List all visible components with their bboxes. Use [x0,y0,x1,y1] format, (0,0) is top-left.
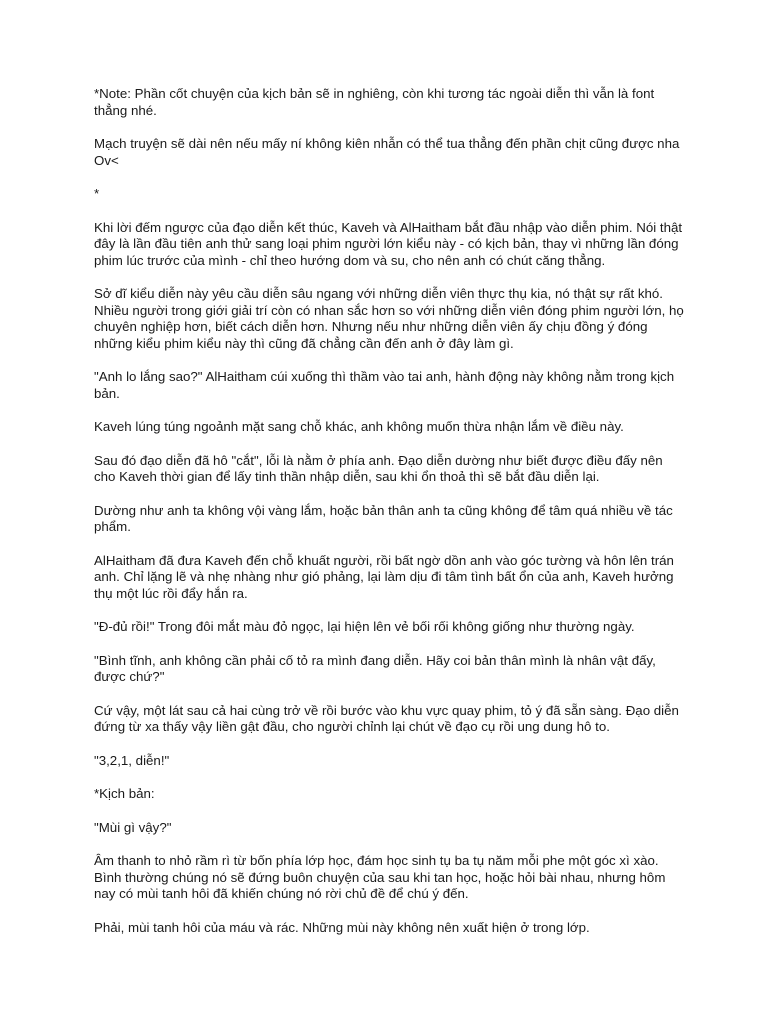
paragraph: "Anh lo lắng sao?" AlHaitham cúi xuống thì thầm vào tai anh, hành động này không nằm trong kịch bản. [94,369,675,401]
paragraph: Âm thanh to nhỏ rầm rì từ bốn phía lớp học, đám học sinh tụ ba tụ năm mỗi phe một góc xì xào. Bình thường chúng nó sẽ đứng buôn chuyện của sau khi tan học, hoặc hỏi bài nhau, nhưng hôm nay có mùi tanh hôi đã khiến chúng nó rời chủ đề để chú ý đến. [94,853,666,901]
paragraph: Phải, mùi tanh hôi của máu và rác. Những mùi này không nên xuất hiện ở trong lớp. [94,919,590,935]
paragraph: "Mùi gì vậy?" [94,819,172,835]
paragraph-separator: * [94,186,100,201]
paragraph: Sở dĩ kiểu diễn này yêu cầu diễn sâu ngang với những diễn viên thực thụ kia, nó thật sự rất khó. Nhiều người trong giới giải trí còn có nhan sắc hơn so với những diễn viên đóng phim người lớn, họ chuyên nghiệp hơn, biết cách diễn hơn. Nhưng nếu như những diễn viên ấy chịu đồng ý đóng những kiểu phim kiểu này thì cũng đã chẳng cần đến anh ở đây làm gì. [94,286,684,351]
document-page [94,86,686,953]
paragraph-script-heading: *Kịch bản: [94,786,155,801]
paragraph: AlHaitham đã đưa Kaveh đến chỗ khuất người, rồi bất ngờ dồn anh vào góc tường và hôn lên trán anh. Chỉ lặng lẽ và nhẹ nhàng như gió phảng, lại làm dịu đi tâm tình bất ổn của anh, Kaveh hưởng thụ một lúc rồi đẩy hắn ra. [94,552,674,601]
paragraph-author-remark: Mạch truyện sẽ dài nên nếu mấy ní không kiên nhẫn có thể tua thẳng đến phần chịt cũng được nha Ov< [94,136,680,168]
paragraph: Khi lời đếm ngược của đạo diễn kết thúc, Kaveh và AlHaitham bắt đầu nhập vào diễn phim. Nói thật đây là lần đầu tiên anh thử sang loại phim người lớn kiểu này - có kịch bản, thay vì những lần đóng phim lúc trước của mình - chỉ theo hướng dom và su, cho nên anh có chút căng thẳng. [94,219,683,268]
paragraph: Kaveh lúng túng ngoảnh mặt sang chỗ khác, anh không muốn thừa nhận lắm về điều này. [94,419,624,434]
paragraph: Sau đó đạo diễn đã hô "cắt", lỗi là nằm ở phía anh. Đạo diễn dường như biết được điều đấy nên cho Kaveh thời gian để lấy tinh thần nhập diễn, sau khi ổn thoả thì sẽ bắt đầu diễn lại. [94,452,663,484]
paragraph: "Bình tĩnh, anh không cần phải cố tỏ ra mình đang diễn. Hãy coi bản thân mình là nhân vật đấy, được chứ?" [94,652,656,684]
paragraph: Dường như anh ta không vội vàng lắm, hoặc bản thân anh ta cũng không để tâm quá nhiều về tác phẩm. [94,502,673,534]
paragraph-note: *Note: Phần cốt chuyện của kịch bản sẽ in nghiêng, còn khi tương tác ngoài diễn thì vẫn là font thẳng nhé. [94,86,655,118]
paragraph: "Đ-đủ rồi!" Trong đôi mắt màu đỏ ngọc, lại hiện lên vẻ bối rối không giống như thường ngày. [94,619,635,634]
paragraph: Cứ vậy, một lát sau cả hai cùng trở về rồi bước vào khu vực quay phim, tỏ ý đã sẵn sàng. Đạo diễn đứng từ xa thấy vậy liền gật đầu, cho người chỉnh lại chút về đạo cụ rồi ung dung hô to. [94,702,679,734]
paragraph: "3,2,1, diễn!" [94,752,170,768]
